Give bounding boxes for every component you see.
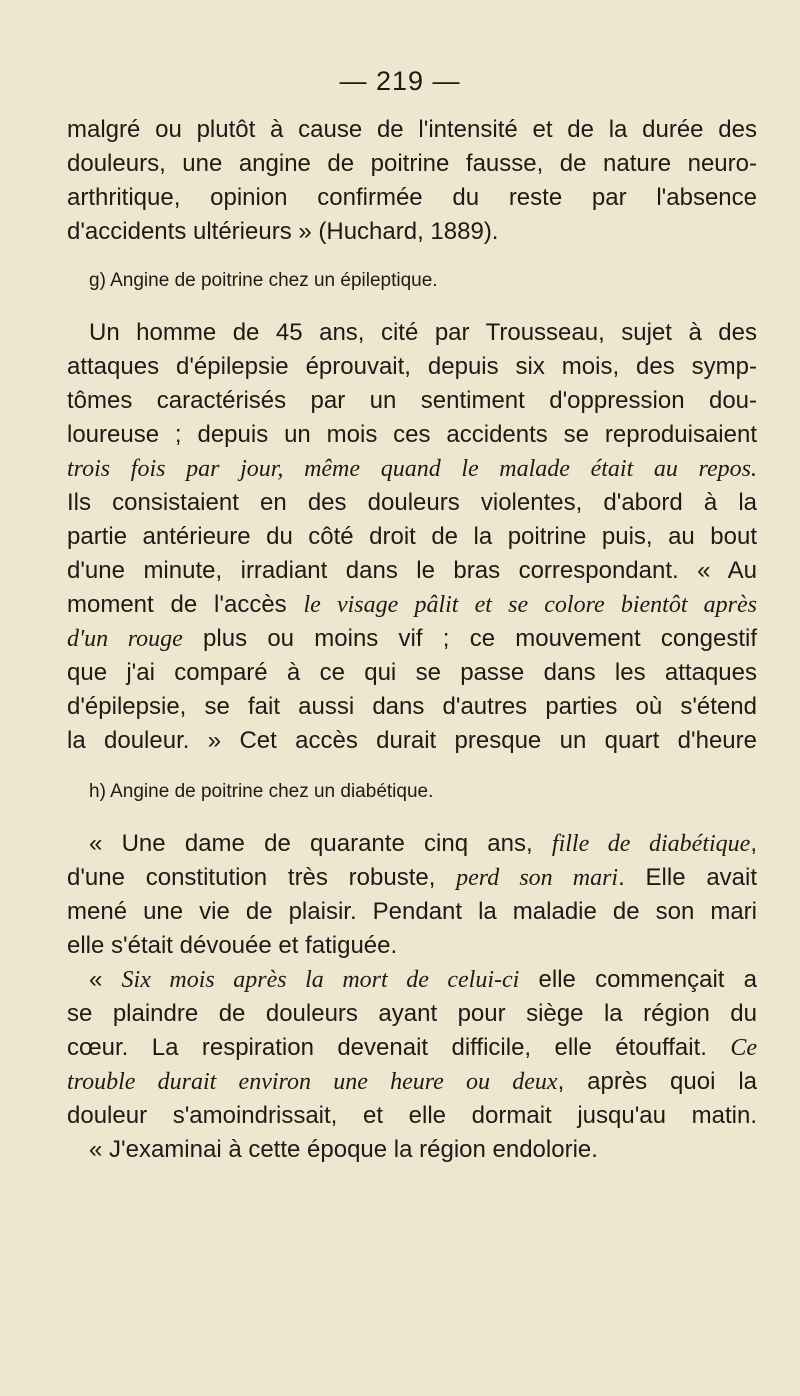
page-number: — 219 — (339, 66, 461, 96)
text-line (67, 1034, 757, 1068)
text-line: la douleur. » Cet accès durait presque un quart d'heure (67, 727, 757, 754)
text-span: cœur. La respiration devenait difficile, elle étouffait. (67, 1034, 731, 1061)
text-line (67, 1068, 757, 1102)
text-span: . Elle avait (618, 864, 758, 891)
text-line (67, 455, 757, 489)
text-line: tômes caractérisés par un sentiment d'oppression dou- (67, 387, 757, 414)
text-span: , (750, 830, 757, 857)
italic-emphasis: d'un rouge (67, 626, 183, 652)
text-line (89, 966, 757, 1000)
text-line: d'épilepsie, se fait aussi dans d'autres parties où s'étend (67, 693, 757, 720)
text-line: se plaindre de douleurs ayant pour siège la région du (67, 1000, 757, 1027)
italic-emphasis: trouble durait environ une heure ou deux (67, 1069, 558, 1095)
text-span: « Une dame de quarante cinq ans, (89, 830, 552, 857)
italic-emphasis: trois fois par jour, même quand le malade était au repos. (67, 456, 757, 482)
text-line (89, 830, 757, 864)
text-span: moment de l'accès (67, 591, 304, 618)
text-line: arthritique, opinion confirmée du reste par l'absence (67, 184, 757, 211)
italic-emphasis: Six mois après la mort de celui-ci (121, 967, 520, 993)
text-line: mené une vie de plaisir. Pendant la maladie de son mari (67, 898, 757, 925)
italic-emphasis: perd son mari (456, 865, 619, 891)
text-line (67, 864, 757, 898)
text-span: elle commençait a (519, 966, 757, 993)
section-heading-g: g) Angine de poitrine chez un épileptique. (89, 270, 438, 291)
text-line: malgré ou plutôt à cause de l'intensité et de la durée des (67, 116, 757, 143)
text-line: partie antérieure du côté droit de la poitrine puis, au bout (67, 523, 757, 550)
text-span: plus ou moins vif ; ce mouvement congestif (182, 625, 757, 652)
text-span: , après quoi la (557, 1068, 758, 1095)
text-line: « J'examinai à cette époque la région endolorie. (89, 1136, 598, 1163)
italic-emphasis: le visage pâlit et se colore bientôt après (303, 592, 757, 618)
text-line: douleurs, une angine de poitrine fausse, de nature neuro- (67, 150, 757, 177)
text-line: attaques d'épilepsie éprouvait, depuis six mois, des symp- (67, 353, 757, 380)
italic-emphasis: Ce (730, 1035, 757, 1061)
italic-emphasis: fille de diabétique (551, 831, 751, 857)
text-line: Ils consistaient en des douleurs violentes, d'abord à la (67, 489, 757, 516)
text-line: Un homme de 45 ans, cité par Trousseau, sujet à des (89, 319, 757, 346)
text-line (67, 591, 757, 625)
text-line (67, 625, 757, 659)
text-line: d'accidents ultérieurs » (Huchard, 1889). (67, 218, 499, 245)
text-line: loureuse ; depuis un mois ces accidents se reproduisaient (67, 421, 757, 448)
text-line: elle s'était dévouée et fatiguée. (67, 932, 398, 959)
text-line: que j'ai comparé à ce qui se passe dans les attaques (67, 659, 757, 686)
text-span: d'une constitution très robuste, (67, 864, 457, 891)
section-heading-h: h) Angine de poitrine chez un diabétique. (89, 781, 434, 802)
text-span: « (89, 966, 122, 993)
text-line: d'une minute, irradiant dans le bras correspondant. « Au (67, 557, 757, 584)
text-line: douleur s'amoindrissait, et elle dormait jusqu'au matin. (67, 1102, 757, 1129)
